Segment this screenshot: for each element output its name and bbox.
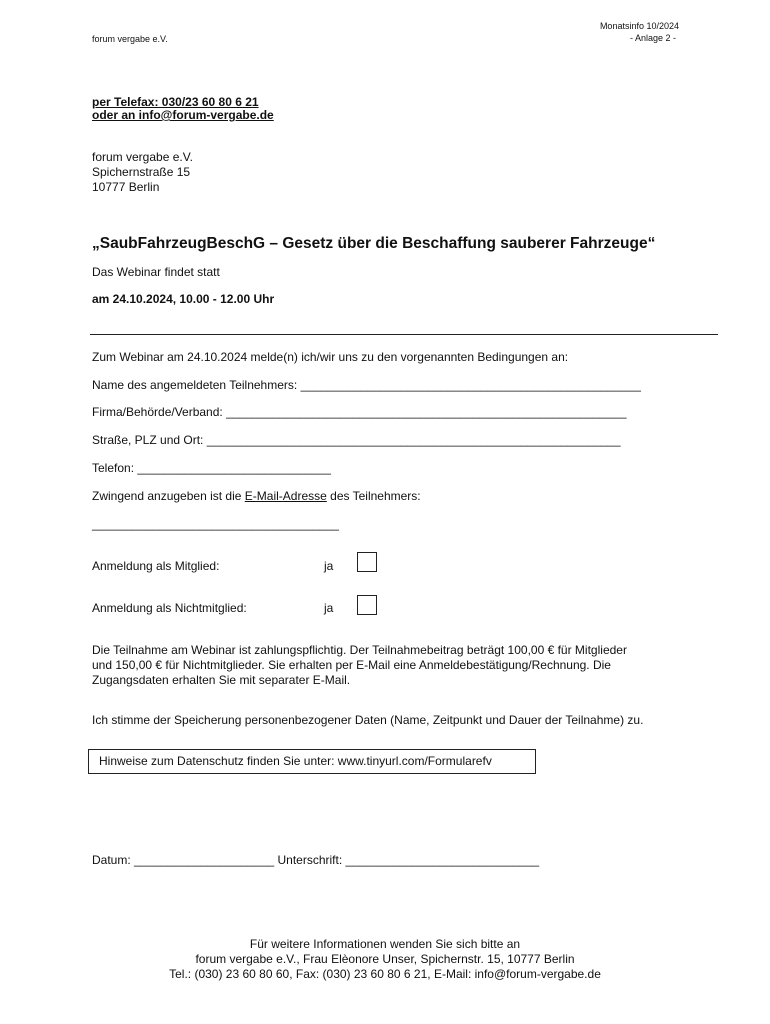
header-org: forum vergabe e.V. [92,34,168,44]
nonmember-checkbox[interactable] [357,595,377,615]
nonmember-yes-label: ja [324,601,334,615]
footer-line-2: forum vergabe e.V., Frau Elèonore Unser, Spichernstr. 15, 10777 Berlin [195,952,575,966]
form-intro: Zum Webinar am 24.10.2024 melde(n) ich/wir uns zu den vorgenannten Bedingungen an: [92,350,569,364]
fee-line-2: und 150,00 € für Nichtmitglieder. Sie erhalten per E-Mail eine Anmeldebestätigung/Rechnung. Die [92,658,611,672]
email-field[interactable]: _____________________________________ [92,517,339,531]
consent-text: Ich stimme der Speicherung personenbezogener Daten (Name, Zeitpunkt und Dauer der Teilnahme) zu. [92,713,644,727]
email-instruction-prefix: Zwingend anzugeben ist die [92,489,245,503]
signature-line[interactable]: Datum: _____________________ Unterschrift: _____________________________ [92,853,540,867]
fax-number: per Telefax: 030/23 60 80 6 21 [92,95,259,109]
company-field[interactable]: Firma/Behörde/Verband: ____________________________________________________________ [92,405,627,419]
address-field[interactable]: Straße, PLZ und Ort: ______________________________________________________________ [92,433,621,447]
nonmember-label: Anmeldung als Nichtmitglied: [92,601,247,615]
member-yes-label: ja [324,559,334,573]
privacy-notice-box [88,749,536,774]
address-line-1: forum vergabe e.V. [92,150,193,164]
phone-field[interactable]: Telefon: _____________________________ [92,461,331,475]
member-label: Anmeldung als Mitglied: [92,559,220,573]
footer [0,937,770,982]
document-title: „SaubFahrzeugBeschG – Gesetz über die Beschaffung sauberer Fahrzeuge“ [92,235,656,252]
member-checkbox[interactable] [357,552,377,572]
email-address-term: E-Mail-Adresse [244,489,327,503]
fee-line-1: Die Teilnahme am Webinar ist zahlungspflichtig. Der Teilnahmebeitrag beträgt 100,00 € für Mitglieder [92,643,627,657]
email-instruction [92,489,421,503]
header-issue: Monatsinfo 10/2024 [599,21,679,31]
address-line-3: 10777 Berlin [92,180,160,194]
privacy-notice-text: Hinweise zum Datenschutz finden Sie unter: www.tinyurl.com/Formularefv [99,754,492,768]
fee-line-3: Zugangsdaten erhalten Sie mit separater E-Mail. [92,673,351,687]
header-attachment: - Anlage 2 - [629,33,676,43]
email-instruction-suffix: des Teilnehmers: [326,489,421,503]
send-email: oder an info@forum-vergabe.de [92,108,274,122]
webinar-intro: Das Webinar findet statt [92,265,220,279]
address-line-2: Spichernstraße 15 [92,165,191,179]
recipient-address [92,150,193,195]
footer-line-1: Für weitere Informationen wenden Sie sich bitte an [249,937,521,951]
name-field[interactable]: Name des angemeldeten Teilnehmers: ___________________________________________________ [92,378,641,392]
footer-line-3: Tel.: (030) 23 60 80 60, Fax: (030) 23 60 80 6 21, E-Mail: info@forum-vergabe.de [169,967,601,981]
webinar-date: am 24.10.2024, 10.00 - 12.00 Uhr [92,292,275,306]
fee-info [92,643,627,688]
section-divider [90,334,718,335]
